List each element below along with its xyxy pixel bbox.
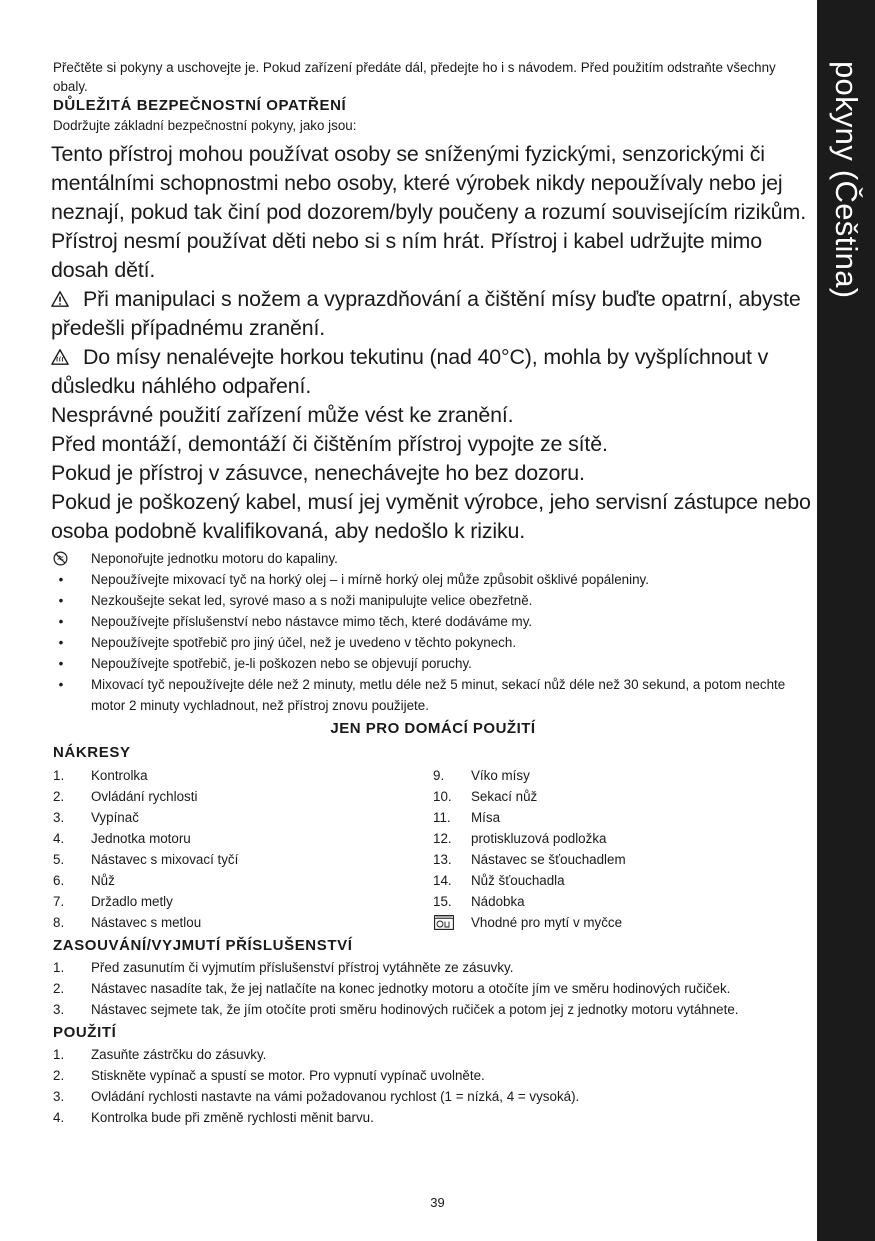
bullet-mark: •: [58, 614, 64, 629]
item-text: Nástavec nasadíte tak, že jej natlačíte na konec jednotky motoru a otočíte jím ve směru hodinových ručiček.: [91, 981, 731, 996]
household-heading: JEN PRO DOMÁCÍ POUŽITÍ: [330, 720, 536, 737]
item-number: 3.: [53, 1089, 65, 1104]
bullet-text: Mixovací tyč nepoužívejte déle než 2 minuty, metlu déle než 5 minut, sekací nůž déle než 30 sekund, a potom nechte motor 2 minuty vychladnout, než přístroj znovu použijete.: [91, 677, 786, 713]
item-label: Nástavec s mixovací tyčí: [91, 852, 239, 867]
bullet-mark: •: [58, 656, 64, 671]
item-label: Držadlo metly: [91, 894, 173, 909]
item-number: 13.: [433, 852, 452, 867]
item-label: Nástavec s metlou: [91, 915, 202, 930]
item-number: 2.: [53, 981, 65, 996]
dishwasher-label: Vhodné pro mytí v myčce: [471, 915, 623, 930]
item-text: Před zasunutím či vyjmutím příslušenství přístroj vytáhněte ze zásuvky.: [91, 960, 514, 975]
item-label: Nůž: [91, 873, 115, 888]
item-number: 12.: [433, 831, 452, 846]
list-item: [53, 1065, 813, 1086]
list-item: [433, 786, 813, 807]
item-text: Nástavec sejmete tak, že jím otočíte proti směru hodinových ručiček a potom jej z jednotky motoru vytáhnete.: [91, 1002, 739, 1017]
bullet-mark: •: [58, 677, 64, 692]
list-item: [53, 632, 813, 653]
safety-heading: DŮLEŽITÁ BEZPEČNOSTNÍ OPATŘENÍ: [53, 97, 347, 114]
safety-block: [51, 140, 813, 546]
warning-sharp-text: Při manipulaci s nožem a vyprazdňování a čištění mísy buďte opatrní, abyste předešli případnému zranění.: [51, 287, 801, 340]
item-number: 2.: [53, 789, 65, 804]
warning-hot: [51, 343, 813, 401]
list-item: [53, 978, 813, 999]
drawings-heading: NÁKRESY: [53, 744, 131, 761]
side-tab-label: pokyny (Čeština): [829, 61, 864, 299]
item-label: Kontrolka: [91, 768, 148, 783]
list-item: [53, 891, 433, 912]
item-number: 14.: [433, 873, 452, 888]
list-item: [53, 912, 433, 933]
item-label: Ovládání rychlosti: [91, 789, 198, 804]
list-item: [53, 653, 813, 674]
warning-triangle-icon: [51, 290, 69, 308]
attach-heading: ZASOUVÁNÍ/VYJMUTÍ PŘÍSLUŠENSTVÍ: [53, 937, 353, 954]
bullet-text: Nepoužívejte příslušenství nebo nástavce mimo těch, které dodáváme my.: [91, 614, 533, 629]
list-item: [433, 828, 813, 849]
page-number: 39: [430, 1195, 445, 1210]
item-label: Víko mísy: [471, 768, 530, 783]
list-item: [53, 1044, 813, 1065]
item-number: 4.: [53, 1110, 65, 1125]
list-item: [433, 891, 813, 912]
item-number: 5.: [53, 852, 65, 867]
item-number: 3.: [53, 1002, 65, 1017]
item-number: 1.: [53, 960, 65, 975]
item-label: Nástavec se šťouchadlem: [471, 852, 626, 867]
item-text: Kontrolka bude při změně rychlosti měnit barvu.: [91, 1110, 374, 1125]
safety-paragraph: Tento přístroj mohou používat osoby se sníženými fyzickými, senzorickými či mentálními schopnostmi nebo osoby, které výrobek nikdy nepoužívaly nebo jej neznají, pokud tak činí pod dozorem/byly poučeny a rozumí souvisejícím rizikům. Přístroj nesmí používat děti nebo si s ním hrát. Přístroj i kabel udržujte mimo dosah dětí.: [51, 142, 806, 282]
item-number: 9.: [433, 768, 445, 783]
list-item: [53, 957, 813, 978]
bullet-text: Nepoužívejte mixovací tyč na horký olej – i mírně horký olej může způsobit ošklivé popáleniny.: [91, 572, 649, 587]
item-number: 2.: [53, 1068, 65, 1083]
list-item: [53, 590, 813, 611]
item-text: Zasuňte zástrčku do zásuvky.: [91, 1047, 267, 1062]
list-item: [53, 611, 813, 632]
list-item: [433, 765, 813, 786]
list-item: [53, 548, 813, 569]
item-text: Ovládání rychlosti nastavte na vámi požadovanou rychlost (1 = nízká, 4 = vysoká).: [91, 1089, 580, 1104]
item-number: 1.: [53, 768, 65, 783]
warning-sharp: [51, 285, 813, 343]
usage-list: [53, 1044, 813, 1128]
list-item: [53, 674, 813, 716]
list-item: [53, 849, 433, 870]
list-item: [433, 912, 813, 933]
item-label: Nádobka: [471, 894, 525, 909]
item-number: 8.: [53, 915, 65, 930]
item-label: protiskluzová podložka: [471, 831, 607, 846]
safety-line-1: Nesprávné použití zařízení může vést ke zranění.: [51, 403, 514, 427]
safety-bullet-list: [53, 548, 813, 716]
page-content: [53, 58, 813, 1128]
drawings-parts-list: [53, 765, 813, 933]
bullet-mark: •: [58, 572, 64, 587]
bullet-text: Nezkoušejte sekat led, syrové maso a s noži manipulujte velice obezřetně.: [91, 593, 533, 608]
warning-hot-text: Do mísy nenalévejte horkou tekutinu (nad 40°C), mohla by vyšplíchnout v důsledku náhlého odpaření.: [51, 345, 769, 398]
list-item: [53, 765, 433, 786]
safety-line-3: Pokud je přístroj v zásuvce, nenechávejte ho bez dozoru.: [51, 461, 585, 485]
item-number: 7.: [53, 894, 65, 909]
item-number: 1.: [53, 1047, 65, 1062]
hot-liquid-warning-icon: [51, 348, 69, 366]
no-immersion-icon: [53, 551, 68, 566]
list-item: [53, 870, 433, 891]
list-item: [53, 999, 813, 1020]
list-item: [433, 870, 813, 891]
side-tab-label-wrap: [817, 0, 875, 360]
intro-text: Přečtěte si pokyny a uschovejte je. Pokud zařízení předáte dál, předejte ho i s návodem. Před použitím odstraňte všechny obaly.: [53, 60, 776, 94]
item-label: Mísa: [471, 810, 501, 825]
item-label: Sekací nůž: [471, 789, 538, 804]
no-immerse-text: Neponořujte jednotku motoru do kapaliny.: [91, 551, 338, 566]
list-item: [53, 569, 813, 590]
bullet-mark: •: [58, 635, 64, 650]
parts-column-right: [433, 765, 813, 933]
item-number: 6.: [53, 873, 65, 888]
list-item: [53, 1086, 813, 1107]
parts-column-left: [53, 765, 433, 933]
list-item: [53, 828, 433, 849]
bullet-text: Nepoužívejte spotřebič pro jiný účel, než je uvedeno v těchto pokynech.: [91, 635, 517, 650]
attach-list: [53, 957, 813, 1020]
bullet-text: Nepoužívejte spotřebič, je-li poškozen nebo se objevují poruchy.: [91, 656, 472, 671]
item-label: Nůž šťouchadla: [471, 873, 565, 888]
item-label: Jednotka motoru: [91, 831, 191, 846]
safety-line-2: Před montáží, demontáží či čištěním přístroj vypojte ze sítě.: [51, 432, 608, 456]
list-item: [53, 1107, 813, 1128]
safety-subheading: Dodržujte základní bezpečnostní pokyny, jako jsou:: [53, 118, 357, 133]
list-item: [433, 807, 813, 828]
item-number: 15.: [433, 894, 452, 909]
item-number: 11.: [433, 810, 451, 825]
item-number: 10.: [433, 789, 452, 804]
item-text: Stiskněte vypínač a spustí se motor. Pro vypnutí vypínač uvolněte.: [91, 1068, 485, 1083]
item-label: Vypínač: [91, 810, 139, 825]
safety-line-4: Pokud je poškozený kabel, musí jej vyměnit výrobce, jeho servisní zástupce nebo osoba podobně kvalifikovaná, aby nedošlo k riziku.: [51, 490, 811, 543]
item-number: 4.: [53, 831, 65, 846]
list-item: [53, 786, 433, 807]
list-item: [433, 849, 813, 870]
bullet-mark: •: [58, 593, 64, 608]
list-item: [53, 807, 433, 828]
usage-heading: POUŽITÍ: [53, 1024, 117, 1041]
dishwasher-safe-icon: [434, 915, 454, 930]
item-number: 3.: [53, 810, 65, 825]
